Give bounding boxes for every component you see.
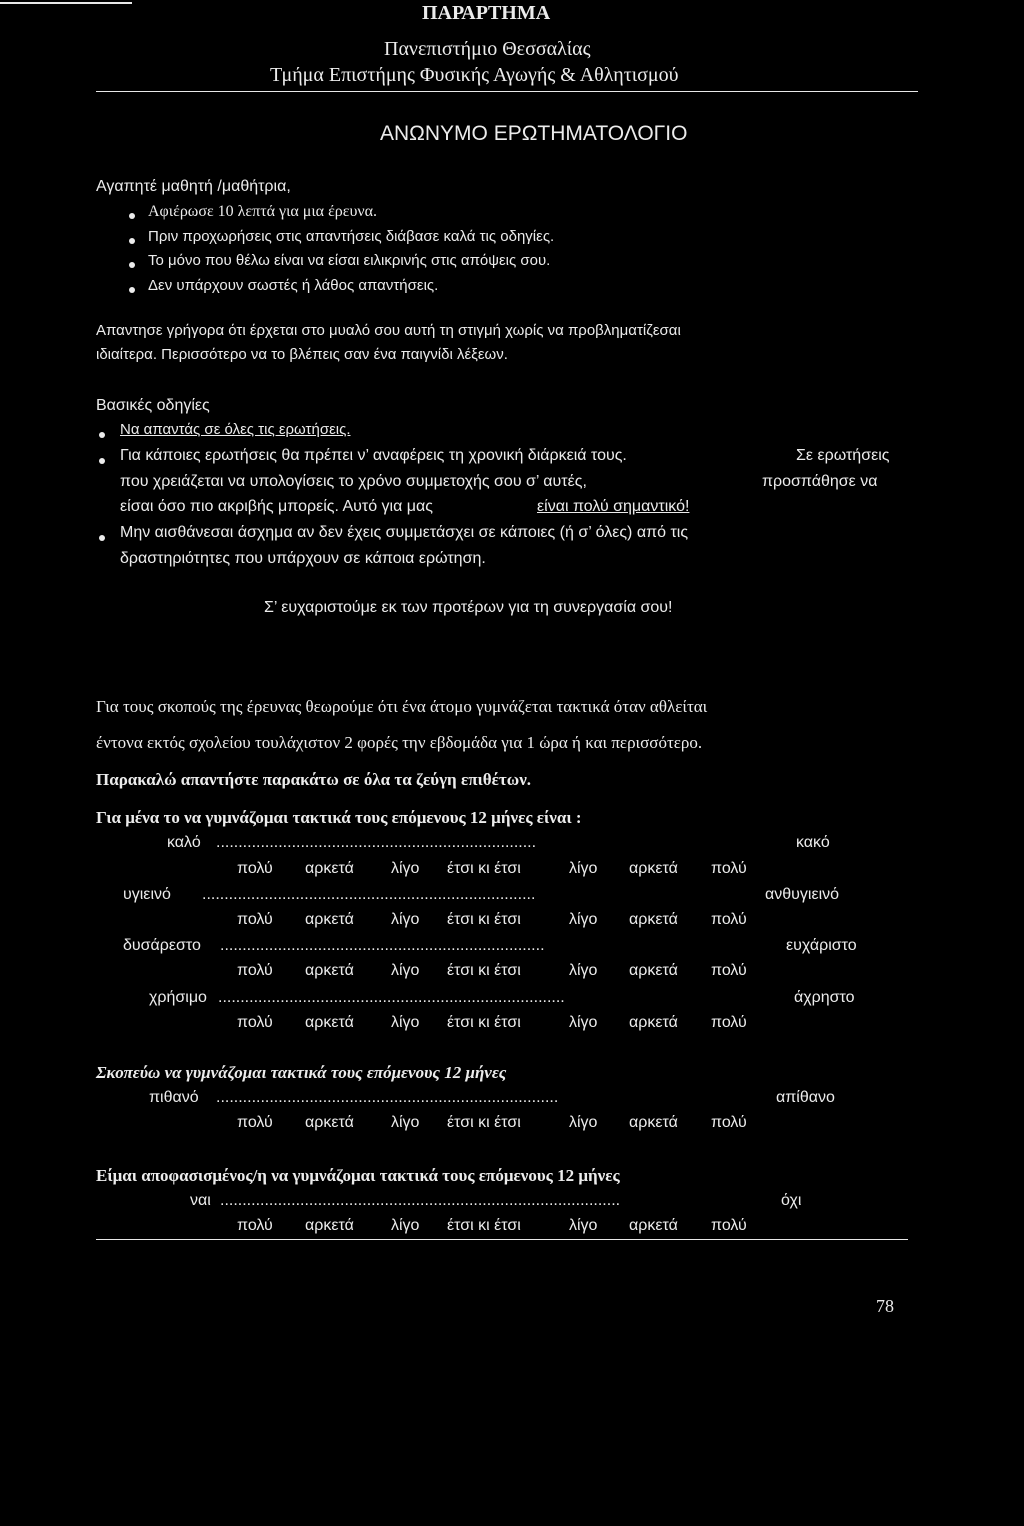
- header-rule: [96, 91, 918, 92]
- definition-line-2: έντονα εκτός σχολείου τουλάχιστον 2 φορές την εβδομάδα για 1 ώρα ή και περισσότερο.: [96, 733, 703, 752]
- scale-option[interactable]: αρκετά: [305, 1114, 354, 1131]
- intro-bullet-2: Πριν προχωρήσεις στις απαντήσεις διάβασε καλά τις οδηγίες.: [148, 228, 555, 245]
- bullet: [99, 535, 105, 541]
- answer-instruction: Παρακαλώ απαντήστε παρακάτω σε όλα τα ζεύγη επιθέτων.: [96, 770, 532, 789]
- section-1-heading: Για μένα το να γυμνάζομαι τακτικά τους επόμενους 12 μήνες είναι :: [96, 808, 582, 827]
- pair-4-scale: [0, 1014, 1024, 1036]
- scale-option[interactable]: έτσι κι έτσι: [447, 1114, 521, 1131]
- scale-option[interactable]: αρκετά: [305, 1217, 354, 1234]
- guideline-item-3-line-1: Μην αισθάνεσαι άσχημα αν δεν έχεις συμμετάσχει σε κάποιες (ή σ’ όλες) από τις: [120, 524, 689, 541]
- scale-option[interactable]: πολύ: [237, 1014, 273, 1031]
- pair-1-scale: [0, 860, 1024, 882]
- guideline-item-2-line-3b: είναι πολύ σημαντικό!: [537, 498, 690, 515]
- intro-bullet-1: Αφιέρωσε 10 λεπτά για μια έρευνα.: [148, 203, 378, 220]
- intro-bullet-4: Δεν υπάρχουν σωστές ή λάθος απαντήσεις.: [148, 277, 439, 294]
- scale-option[interactable]: λίγο: [391, 1014, 420, 1031]
- scale-option[interactable]: πολύ: [237, 860, 273, 877]
- bullet: [129, 287, 135, 293]
- scale-option[interactable]: αρκετά: [629, 962, 678, 979]
- thanks-note: Σ’ ευχαριστούμε εκ των προτέρων για τη συνεργασία σου!: [264, 599, 673, 616]
- pair-2-scale: [0, 911, 1024, 933]
- bullet: [129, 213, 135, 219]
- department-name: Τμήμα Επιστήμης Φυσικής Αγωγής & Αθλητισμού: [270, 64, 679, 86]
- scale-option[interactable]: πολύ: [711, 1217, 747, 1234]
- section-2-scale: [0, 1114, 1024, 1136]
- guideline-item-3-line-2: δραστηριότητες που υπάρχουν σε κάποια ερώτηση.: [120, 550, 486, 567]
- intro-paragraph-line-1: Απαντησε γρήγορα ότι έρχεται στο μυαλό σου αυτή τη στιγμή χωρίς να προβληματίζεσαι: [96, 322, 681, 339]
- scale-option[interactable]: λίγο: [569, 962, 598, 979]
- scale-option[interactable]: λίγο: [391, 1217, 420, 1234]
- footer-rule: [96, 1239, 908, 1240]
- pair-1-left: καλό: [167, 834, 201, 851]
- section-2-right: απίθανο: [776, 1089, 835, 1106]
- scale-option[interactable]: αρκετά: [305, 1014, 354, 1031]
- scale-option[interactable]: πολύ: [237, 1217, 273, 1234]
- intro-paragraph-line-2: ιδιαίτερα. Περισσότερο να το βλέπεις σαν ένα παιγνίδι λέξεων.: [96, 346, 508, 363]
- pair-2-left: υγιεινό: [123, 886, 171, 903]
- pair-4-dots: ..............................................................................: [218, 989, 565, 1006]
- scale-option[interactable]: λίγο: [569, 911, 598, 928]
- guideline-item-2-line-2a: που χρειάζεται να υπολογίσεις το χρόνο συμμετοχής σου σ’ αυτές,: [120, 473, 587, 490]
- scale-option[interactable]: πολύ: [237, 962, 273, 979]
- scale-option[interactable]: έτσι κι έτσι: [447, 1217, 521, 1234]
- guideline-item-1: Να απαντάς σε όλες τις ερωτήσεις.: [120, 421, 351, 438]
- section-2-dots: .............................................................................: [216, 1089, 559, 1106]
- scale-option[interactable]: έτσι κι έτσι: [447, 860, 521, 877]
- scale-option[interactable]: αρκετά: [629, 911, 678, 928]
- scale-option[interactable]: αρκετά: [305, 962, 354, 979]
- scale-option[interactable]: λίγο: [391, 860, 420, 877]
- scale-option[interactable]: έτσι κι έτσι: [447, 911, 521, 928]
- scale-option[interactable]: λίγο: [391, 1114, 420, 1131]
- pair-3-right: ευχάριστο: [786, 937, 857, 954]
- pair-2-dots: ...........................................................................: [202, 886, 536, 903]
- scale-option[interactable]: λίγο: [391, 962, 420, 979]
- guideline-item-2-line-2b: προσπάθησε να: [762, 473, 878, 490]
- scale-option[interactable]: πολύ: [711, 860, 747, 877]
- scale-option[interactable]: αρκετά: [305, 911, 354, 928]
- pair-4-right: άχρηστο: [794, 989, 855, 1006]
- scale-option[interactable]: πολύ: [711, 1014, 747, 1031]
- scale-option[interactable]: πολύ: [237, 911, 273, 928]
- section-2-heading: Σκοπεύω να γυμνάζομαι τακτικά τους επόμενους 12 μήνες: [96, 1063, 507, 1082]
- guideline-item-2-line-1b: Σε ερωτήσεις: [796, 447, 890, 464]
- scale-option[interactable]: αρκετά: [629, 860, 678, 877]
- guideline-item-2-line-1a: Για κάποιες ερωτήσεις θα πρέπει ν’ αναφέρεις τη χρονική διάρκειά τους.: [120, 447, 627, 464]
- scale-option[interactable]: λίγο: [569, 1217, 598, 1234]
- section-3-right: όχι: [781, 1192, 802, 1209]
- scale-option[interactable]: λίγο: [569, 860, 598, 877]
- scale-option[interactable]: πολύ: [237, 1114, 273, 1131]
- university-name: Πανεπιστήμιο Θεσσαλίας: [384, 38, 591, 60]
- scale-option[interactable]: έτσι κι έτσι: [447, 962, 521, 979]
- scale-option[interactable]: αρκετά: [305, 860, 354, 877]
- questionnaire-title: ΑΝΩΝΥΜΟ ΕΡΩΤΗΜΑΤΟΛΟΓΙΟ: [380, 122, 688, 145]
- pair-2-right: ανθυγιεινό: [765, 886, 840, 903]
- bullet: [99, 432, 105, 438]
- section-3-heading: Είμαι αποφασισμένος/η να γυμνάζομαι τακτικά τους επόμενους 12 μήνες: [96, 1166, 620, 1185]
- scale-option[interactable]: αρκετά: [629, 1014, 678, 1031]
- scale-option[interactable]: λίγο: [391, 911, 420, 928]
- scale-option[interactable]: αρκετά: [629, 1114, 678, 1131]
- pair-1-dots: ........................................................................: [216, 834, 537, 851]
- section-3-dots: ..........................................................................................: [220, 1192, 621, 1209]
- section-3-left: ναι: [190, 1192, 211, 1209]
- pair-1-right: κακό: [796, 834, 830, 851]
- bullet: [129, 238, 135, 244]
- greeting: Αγαπητέ μαθητή /μαθήτρια,: [96, 178, 291, 195]
- guidelines-heading: Βασικές οδηγίες: [96, 397, 210, 414]
- intro-bullet-3: Το μόνο που θέλω είναι να είσαι ειλικρινής στις απόψεις σου.: [148, 252, 551, 269]
- section-2-left: πιθανό: [149, 1089, 199, 1106]
- pair-4-left: χρήσιμο: [149, 989, 207, 1006]
- scale-option[interactable]: λίγο: [569, 1114, 598, 1131]
- scale-option[interactable]: πολύ: [711, 962, 747, 979]
- guideline-item-2-line-3a: είσαι όσο πιο ακριβής μπορείς. Αυτό για μας: [120, 498, 433, 515]
- scale-option[interactable]: αρκετά: [629, 1217, 678, 1234]
- section-3-scale: [0, 1217, 1024, 1239]
- definition-line-1: Για τους σκοπούς της έρευνας θεωρούμε ότι ένα άτομο γυμνάζεται τακτικά όταν αθλείται: [96, 697, 708, 716]
- pair-3-scale: [0, 962, 1024, 984]
- bullet: [129, 262, 135, 268]
- bullet: [99, 458, 105, 464]
- scale-option[interactable]: έτσι κι έτσι: [447, 1014, 521, 1031]
- pair-3-dots: .........................................................................: [220, 937, 545, 954]
- top-rule: [0, 2, 132, 4]
- scale-option[interactable]: πολύ: [711, 1114, 747, 1131]
- appendix-title: ΠΑΡΑΡΤΗΜΑ: [422, 2, 551, 24]
- scale-option[interactable]: πολύ: [711, 911, 747, 928]
- pair-3-left: δυσάρεστο: [123, 937, 201, 954]
- scale-option[interactable]: λίγο: [569, 1014, 598, 1031]
- page-number: 78: [876, 1296, 894, 1316]
